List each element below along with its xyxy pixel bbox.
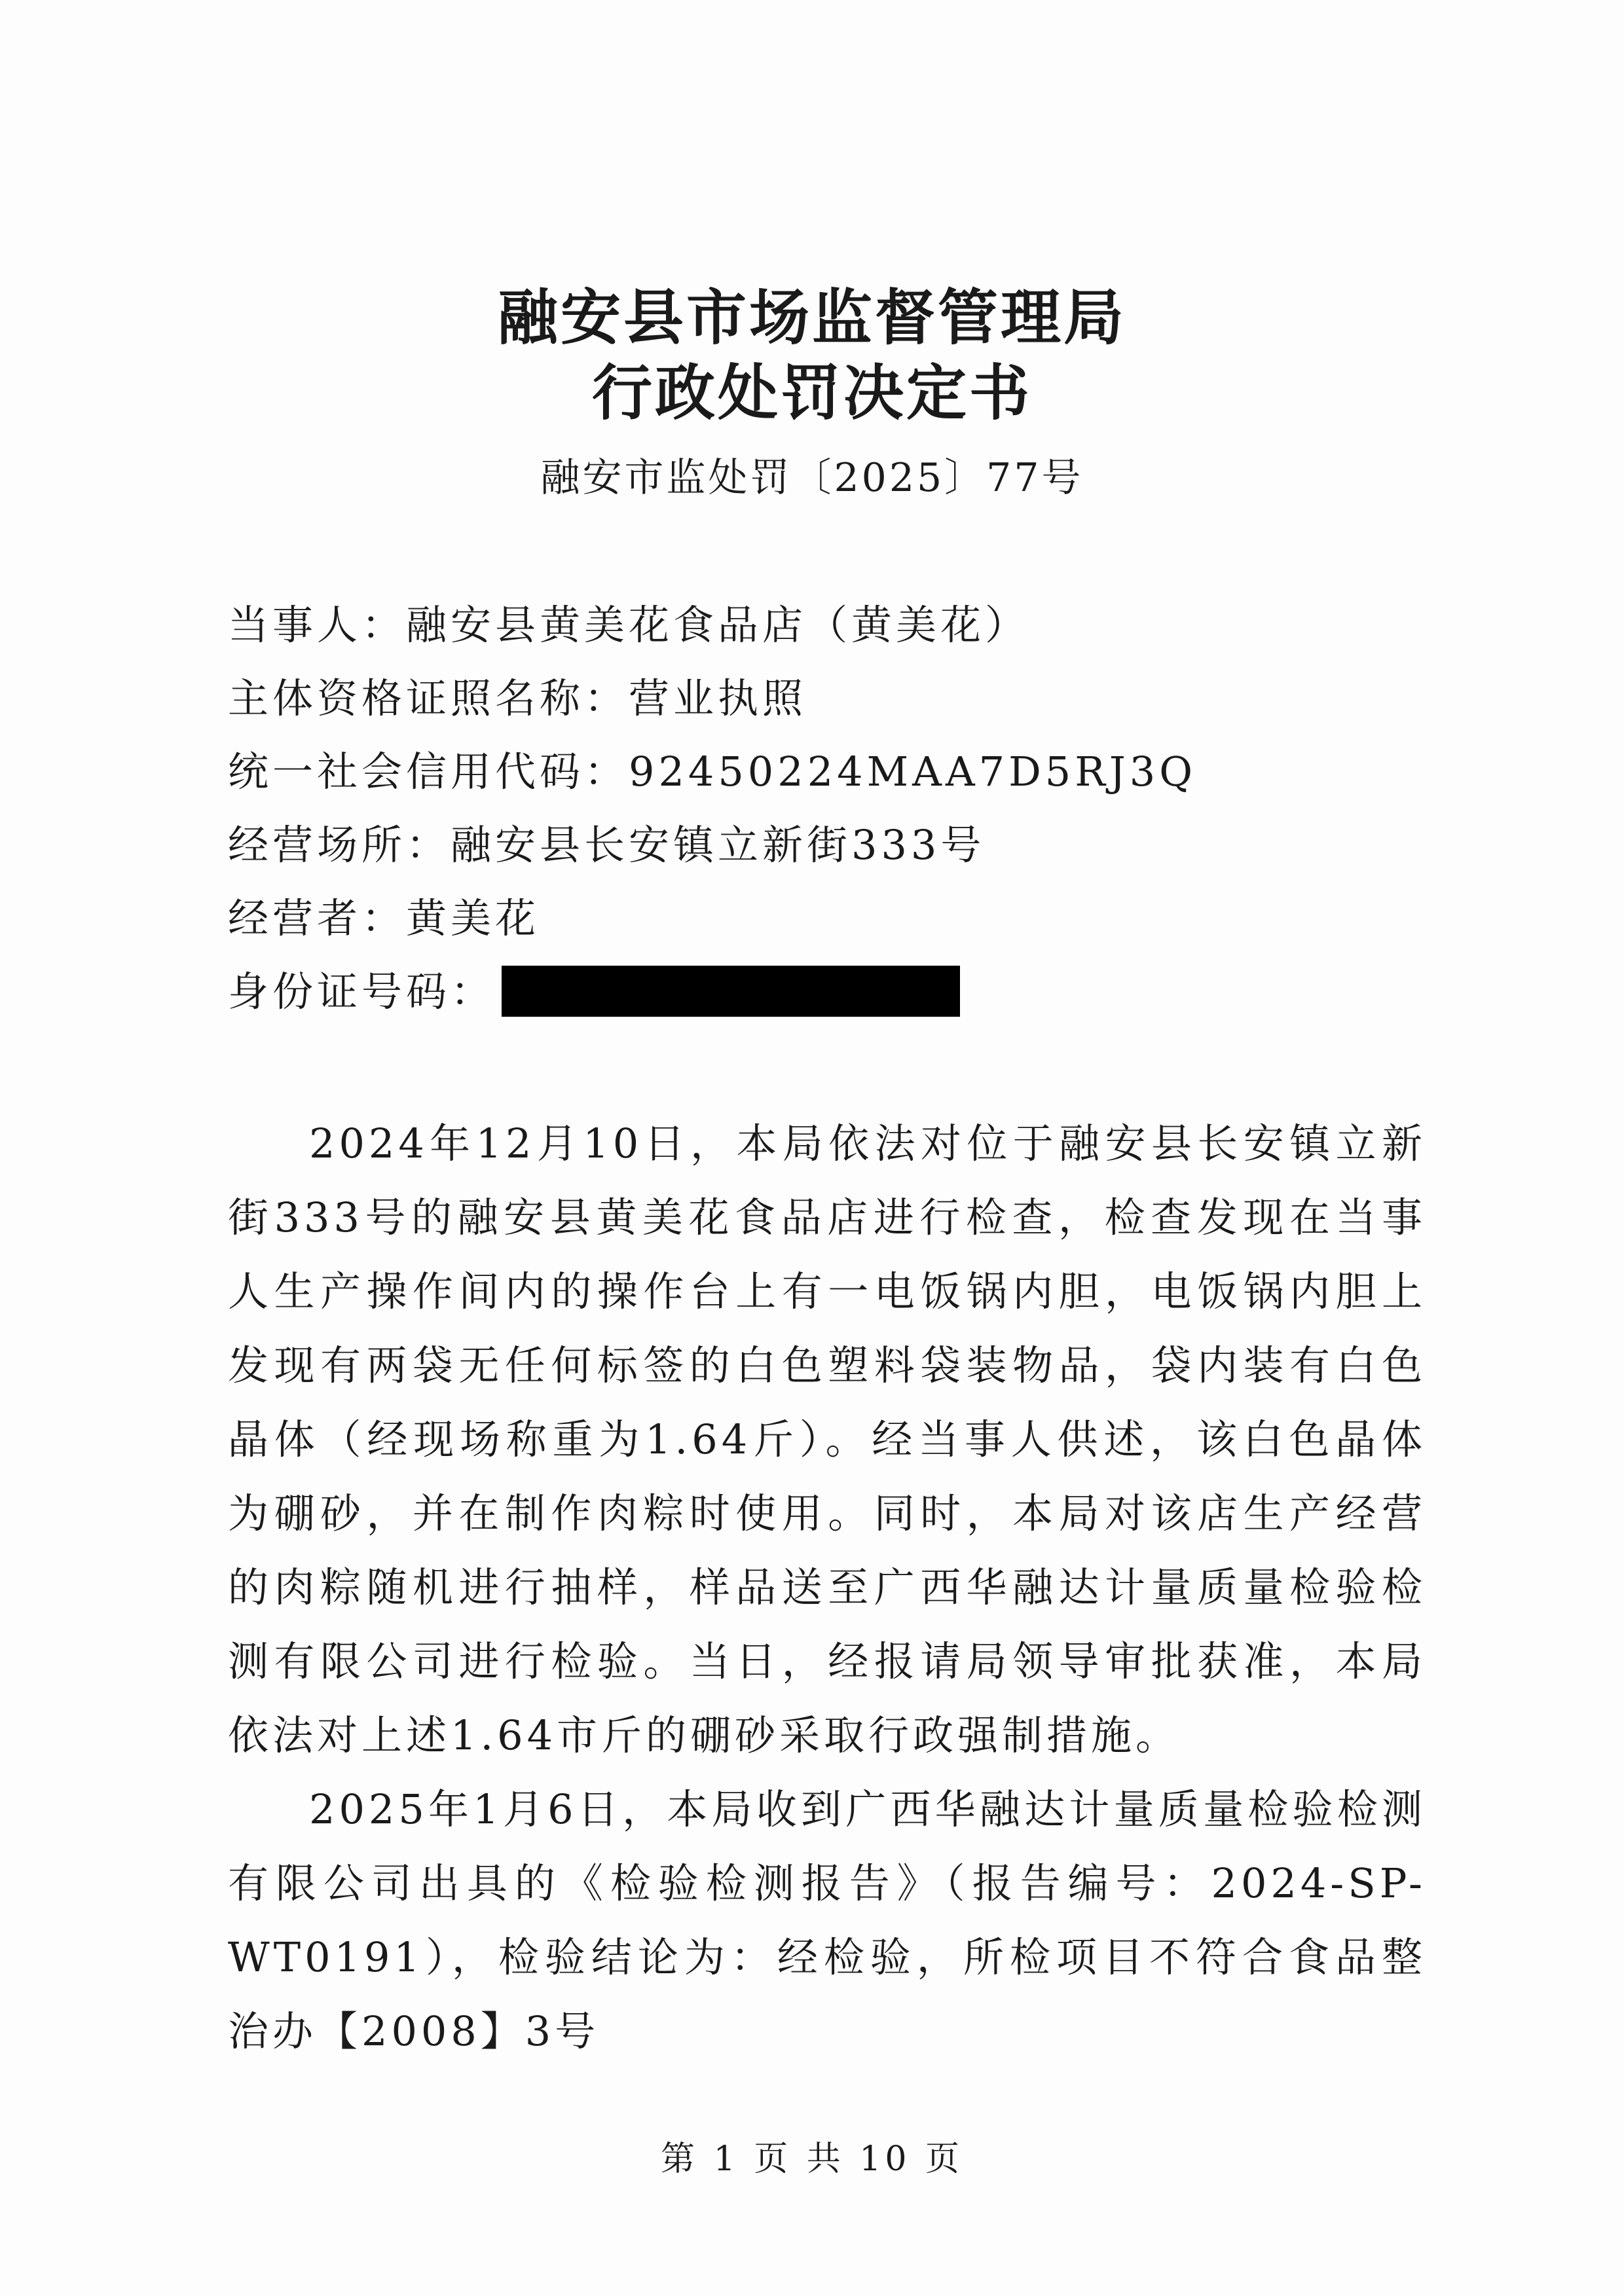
- business-address-label: 经营场所：: [228, 821, 451, 869]
- decision-body: [228, 1106, 1426, 2068]
- license-name-label: 主体资格证照名称：: [228, 674, 629, 722]
- party-name-value: 融安县黄美花食品店（黄美花）: [406, 601, 1030, 649]
- operator-value: 黄美花: [406, 894, 540, 942]
- credit-code-label: 统一社会信用代码：: [228, 748, 629, 795]
- business-address-row: [228, 812, 1426, 886]
- license-name-value: 营业执照: [629, 674, 807, 722]
- redaction-block: [502, 966, 960, 1017]
- id-number-label: 身份证号码：: [228, 968, 496, 1015]
- issuing-authority-title: 融安县市场监督管理局: [497, 282, 1126, 353]
- credit-code-value: 92450224MAA7D5RJ3Q: [629, 748, 1197, 795]
- paragraph-inspection: 2024年12月10日，本局依法对位于融安县长安镇立新街333号的融安县黄美花食品店进行检查，检查发现在当事人生产操作间内的操作台上有一电饭锅内胆，电饭锅内胆上发现有两袋无任何标签的白色塑料袋装物品，袋内装有白色晶体（经现场称重为1.64斤）。经当事人供述，该白色晶体为硼砂，并在制作肉粽时使用。同时，本局对该店生产经营的肉粽随机进行抽样，样品送至广西华融达计量质量检验检测有限公司进行检验。当日，经报请局领导审批获准，本局依法对上述1.64市斤的硼砂采取行政强制措施。: [228, 1120, 1426, 1759]
- paragraph-test-report: 2025年1月6日，本局收到广西华融达计量质量检验检测有限公司出具的《检验检测报告》（报告编号：2024-SP-WT0191），检验结论为：经检验，所检项目不符合食品整治办【2008】3号: [228, 1785, 1426, 2055]
- id-number-row: [228, 959, 1426, 1032]
- license-name-row: [228, 666, 1426, 739]
- operator-label: 经营者：: [228, 894, 407, 942]
- party-name-row: [228, 592, 1426, 666]
- page-indicator: 第 1 页 共 10 页: [661, 2140, 963, 2179]
- document-number: 融安市监处罚〔2025〕77号: [540, 455, 1084, 501]
- party-name-label: 当事人：: [228, 601, 407, 649]
- party-info-section: [228, 592, 1426, 1032]
- credit-code-row: [228, 739, 1426, 812]
- document-type-title: 行政处罚决定书: [591, 357, 1032, 428]
- operator-row: [228, 886, 1426, 959]
- business-address-value: 融安县长安镇立新街333号: [451, 821, 986, 869]
